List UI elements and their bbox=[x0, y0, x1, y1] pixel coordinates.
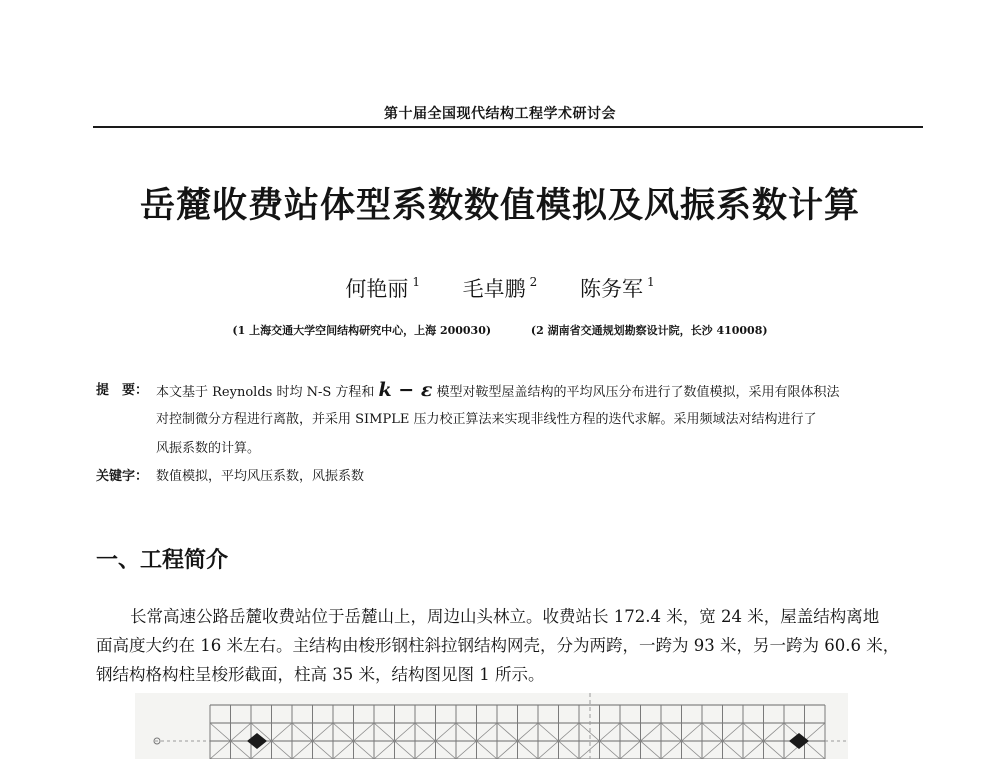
affiliation-1: (1 上海交通大学空间结构研究中心，上海 200030) bbox=[232, 324, 492, 337]
affiliation-2: (2 湖南省交通规划勘察设计院，长沙 410008) bbox=[530, 324, 768, 337]
body-line-3: 钢结构格构柱呈梭形截面，柱高 35 米，结构图见图 1 所示。 bbox=[96, 665, 545, 684]
keywords-label: 关键字： bbox=[96, 469, 149, 484]
author-3: 陈务军 $^1$ bbox=[580, 275, 655, 301]
section-heading: 一、工程简介 bbox=[96, 548, 229, 573]
conference-header: 第十届全国现代结构工程学术研讨会 bbox=[384, 106, 616, 122]
body-line-1: 长常高速公路岳麓收费站位于岳麓山上，周边山头林立。收费站长 172.4 米，宽 24 米，屋盖结构离地 bbox=[130, 607, 880, 626]
k-epsilon-symbol: k − ε bbox=[378, 379, 433, 401]
structural-grid-drawing-icon bbox=[135, 693, 848, 759]
body-line-2: 面高度大约在 16 米左右。主结构由梭形钢柱斜拉钢结构网壳，分为两跨，一跨为 93 米，另一跨为 60.6 米， bbox=[96, 636, 900, 655]
keywords-text: 数值模拟，平均风压系数，风振系数 bbox=[156, 469, 365, 484]
author-2: 毛卓鹏 $^2$ bbox=[462, 275, 538, 301]
abstract-line-2: 对控制微分方程进行离散，并采用 SIMPLE 压力校正算法来实现非线性方程的迭代求解。采用频域法对结构进行了 bbox=[156, 412, 817, 427]
structural-figure bbox=[135, 693, 848, 759]
paper-title: 岳麓收费站体型系数数值模拟及风振系数计算 bbox=[139, 186, 860, 226]
header-rule bbox=[93, 126, 923, 128]
abstract-label: 提 要： bbox=[96, 383, 149, 398]
abstract-line-1: 本文基于 Reynolds 时均 N-S 方程和 k − ε 模型对鞍型屋盖结构的平均风压分布进行了数值模拟，采用有限体积法 bbox=[156, 379, 840, 401]
author-1: 何艳丽 $^1$ bbox=[345, 275, 420, 301]
abstract-line-3: 风振系数的计算。 bbox=[156, 441, 261, 456]
affiliations bbox=[0, 322, 1000, 338]
author-list bbox=[0, 273, 1000, 303]
